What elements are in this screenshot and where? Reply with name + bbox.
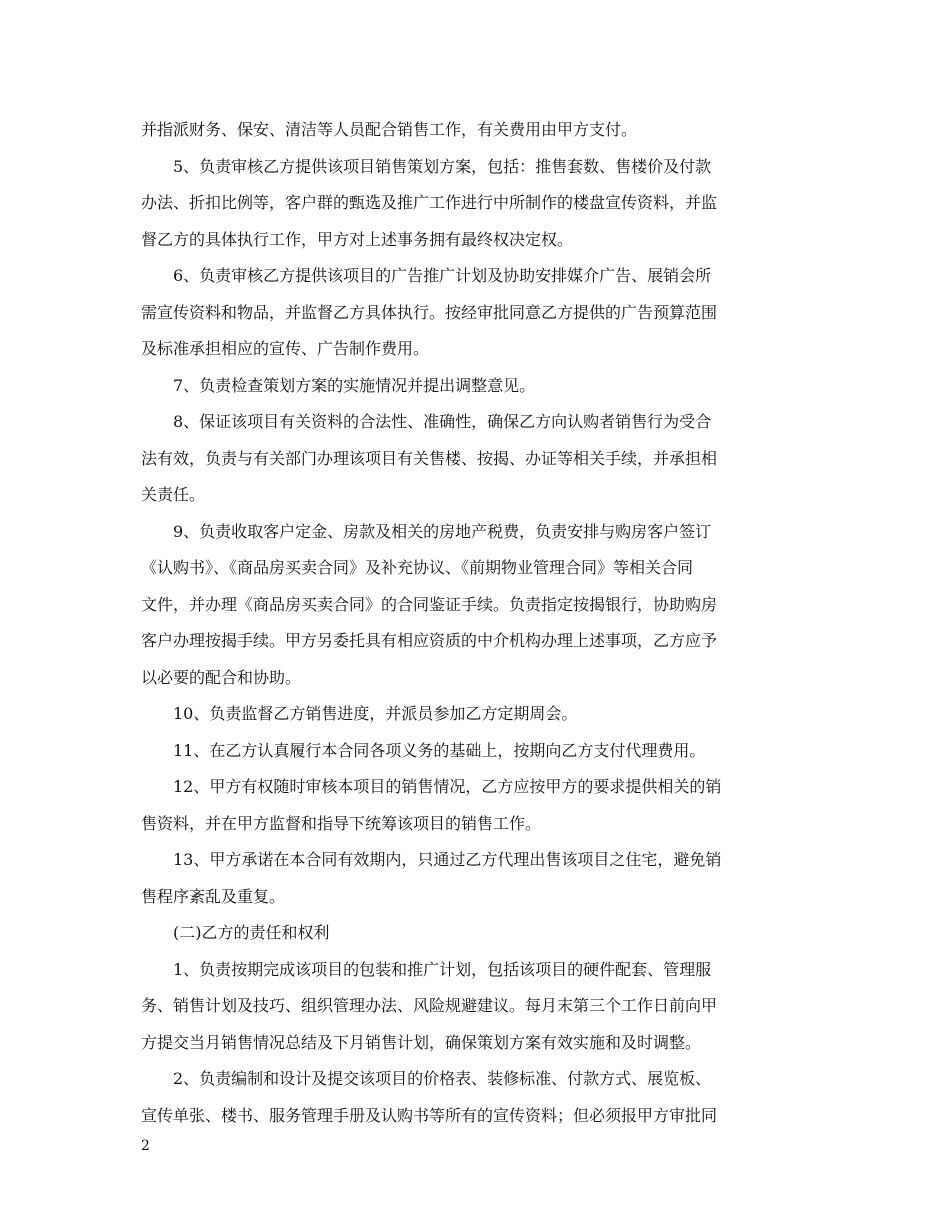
text-line: 9、负责收取客户定金、房款及相关的房地产税费，负责安排与购房客户签订 [173, 521, 712, 541]
text-line: 5、负责审核乙方提供该项目销售策划方案，包括：推售套数、售楼价及付款 [173, 156, 712, 176]
text-line: 11、在乙方认真履行本合同各项义务的基础上，按期向乙方支付代理费用。 [173, 740, 706, 760]
text-line: 《认购书》、《商品房买卖合同》及补充协议、《前期物业管理合同》等相关合同 [141, 558, 694, 577]
text-line: 客户办理按揭手续。甲方另委托具有相应资质的中介机构办理上述事项，乙方应予 [141, 631, 718, 650]
text-line: 需宣传资料和物品，并监督乙方具体执行。按经审批同意乙方提供的广告预算范围 [141, 302, 718, 322]
text-line: (二)乙方的责任和权利 [173, 923, 330, 942]
text-line: 及标准承担相应的宣传、广告制作费用。 [141, 339, 430, 358]
text-line: 办法、折扣比例等，客户群的甄选及推广工作进行中所制作的楼盘宣传资料，并监 [141, 193, 718, 212]
page-number: 2 [141, 1138, 150, 1154]
document-body [141, 112, 811, 1134]
text-line: 关责任。 [141, 485, 206, 504]
text-line: 售资料，并在甲方监督和指导下统筹该项目的销售工作。 [141, 813, 542, 833]
text-line: 8、保证该项目有关资料的合法性、准确性，确保乙方向认购者销售行为受合 [173, 412, 712, 431]
text-line: 督乙方的具体执行工作，甲方对上述事务拥有最终权决定权。 [141, 229, 574, 249]
text-line: 法有效，负责与有关部门办理该项目有关售楼、按揭、办证等相关手续，并承担相 [141, 448, 718, 468]
text-line: 务、销售计划及技巧、组织管理办法、风险规避建议。每月末第三个工作日前向甲 [141, 996, 718, 1015]
text-line: 以必要的配合和协助。 [141, 667, 302, 687]
text-line: 12、甲方有权随时审核本项目的销售情况，乙方应按甲方的要求提供相关的销 [173, 777, 722, 796]
text-line: 1、负责按期完成该项目的包装和推广计划，包括该项目的硬件配套、管理服 [173, 959, 712, 979]
text-line: 售程序紊乱及重复。 [141, 886, 286, 906]
text-line: 10、负责监督乙方销售进度，并派员参加乙方定期周会。 [173, 704, 578, 723]
text-line: 13、甲方承诺在本合同有效期内，只通过乙方代理出售该项目之住宅，避免销 [173, 850, 722, 869]
text-line: 7、负责检查策划方案的实施情况并提出调整意见。 [173, 375, 536, 395]
text-line: 宣传单张、楼书、服务管理手册及认购书等所有的宣传资料；但必须报甲方审批同 [141, 1105, 718, 1125]
text-line: 方提交当月销售情况总结及下月销售计划，确保策划方案有效实施和及时调整。 [141, 1032, 702, 1052]
text-line: 2、负责编制和设计及提交该项目的价格表、装修标准、付款方式、展览板、 [173, 1069, 712, 1088]
text-line: 6、负责审核乙方提供该项目的广告推广计划及协助安排媒介广告、展销会所 [173, 266, 712, 285]
text-line: 并指派财务、保安、清洁等人员配合销售工作，有关费用由甲方支付。 [141, 120, 638, 139]
text-line: 文件，并办理《商品房买卖合同》的合同鉴证手续。负责指定按揭银行，协助购房 [141, 594, 718, 614]
